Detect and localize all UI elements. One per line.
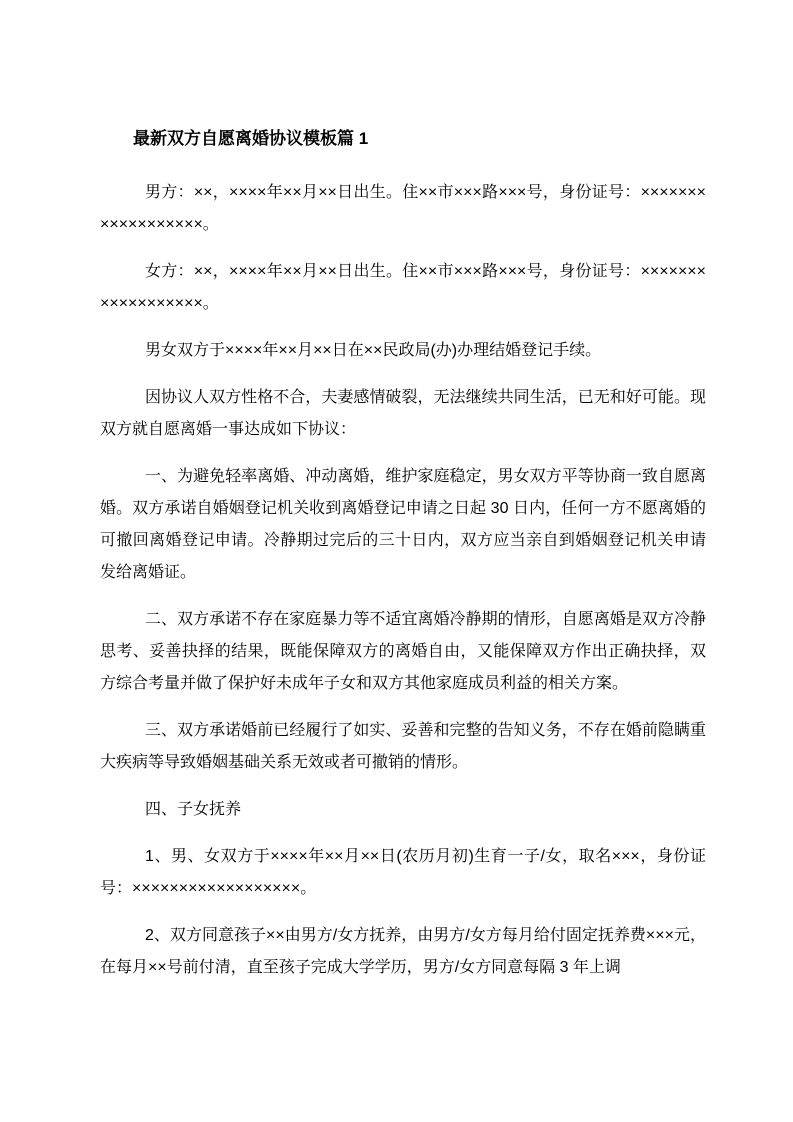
paragraph-clause-4-item-2: 2、双方同意孩子××由男方/女方抚养，由男方/女方每月给付固定抚养费×××元，在每月××号前付清，直至孩子完成大学学历，男方/女方同意每隔 3 年上调 bbox=[100, 927, 706, 976]
paragraph-clause-4-heading: 四、子女抚养 bbox=[145, 801, 242, 818]
paragraph-clause-1: 一、为避免轻率离婚、冲动离婚，维护家庭稳定，男女双方平等协商一致自愿离婚。双方承诺自婚姻登记机关收到离婚登记申请之日起 30 日内，任何一方不愿离婚的可撤回离婚登记申请。冷静期过完后的三十日内，双方应当亲自到婚姻登记机关申请发给离婚证。 bbox=[100, 468, 706, 581]
document-content bbox=[100, 128, 706, 999]
paragraph-marriage-registration: 男女双方于××××年××月××日在××民政局(办)办理结婚登记手续。 bbox=[145, 342, 602, 359]
paragraph-clause-2: 二、双方承诺不存在家庭暴力等不适宜离婚冷静期的情形，自愿离婚是双方冷静思考、妥善抉择的结果，既能保障双方的离婚自由，又能保障双方作出正确抉择，双方综合考量并做了保护好未成年子女和双方其他家庭成员利益的相关方案。 bbox=[100, 611, 706, 692]
paragraph-clause-4-item-1: 1、男、女双方于××××年××月××日(农历月初)生育一子/女，取名×××，身份证号：××××××××××××××××××。 bbox=[100, 848, 706, 897]
paragraph-clause-3: 三、双方承诺婚前已经履行了如实、妥善和完整的告知义务，不存在婚前隐瞒重大疾病等导致婚姻基础关系无效或者可撤销的情形。 bbox=[100, 722, 706, 771]
paragraph-party-male: 男方：××，××××年××月××日出生。住××市×××路×××号，身份证号：××××××××××××××××××。 bbox=[100, 184, 706, 233]
paragraph-party-female: 女方：××，××××年××月××日出生。住××市×××路×××号，身份证号：××××××××××××××××××。 bbox=[100, 263, 706, 312]
paragraph-preamble: 因协议人双方性格不合，夫妻感情破裂，无法继续共同生活，已无和好可能。现双方就自愿离婚一事达成如下协议： bbox=[100, 389, 706, 438]
document-title: 最新双方自愿离婚协议模板篇 1 bbox=[133, 129, 369, 148]
